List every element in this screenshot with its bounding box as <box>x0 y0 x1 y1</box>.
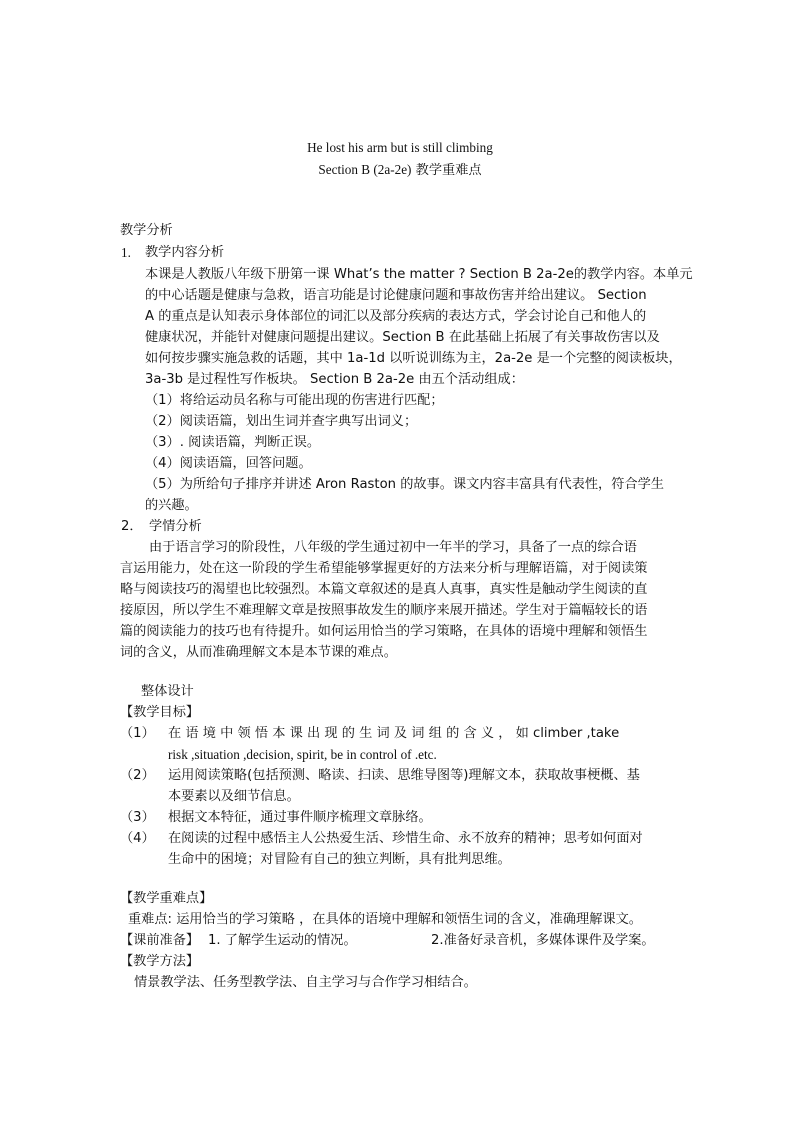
content-line: 如何按步骤实施急救的话题，其中 1a-1d 以听说训练为主，2a-2e 是一个完整的阅读板块， <box>145 351 682 366</box>
analysis-heading: 教学分析 <box>120 223 173 238</box>
goal-text: 根据文本特征，通过事件顺序梳理文章脉络。 <box>168 810 432 825</box>
preparation-item-2: 2.准备好录音机，多媒体课件及学案。 <box>431 933 655 948</box>
goal-text: 在 语 境 中 领 悟 本 课 出 现 的 生 词 及 词 组 的 含 义 ， 如 climber ,take <box>168 726 620 741</box>
section-1-title: 教学内容分析 <box>145 245 225 260</box>
document-subtitle <box>0 159 794 181</box>
content-line: 健康状况，并能针对健康问题提出建议。Section B 在此基础上拓展了有关事故伤害以及 <box>145 330 660 345</box>
content-line: A 的重点是认知表示身体部位的词汇以及部分疾病的表达方式，学会讨论自己和他人的 <box>145 309 647 324</box>
section-1-number: 1. <box>121 245 131 260</box>
goal-text: 在阅读的过程中感悟主人公热爱生活、珍惜生命、永不放弃的精神；思考如何面对 <box>168 831 643 846</box>
learner-line: 篇的阅读能力的技巧也有待提升。如何运用恰当的学习策略，在具体的语境中理解和领悟生 <box>120 624 648 639</box>
goal-text: risk ,situation ,decision, spirit, be in control of .etc. <box>168 747 437 762</box>
learner-line: 由于语言学习的阶段性，八年级的学生通过初中一年半的学习，具备了一点的综合语 <box>149 540 637 555</box>
activity-continuation: 的兴趣。 <box>145 498 198 513</box>
preparation-label: 【课前准备】 <box>120 933 200 948</box>
activity-item: （1）将给运动员名称与可能出现的伤害进行匹配； <box>145 393 444 408</box>
learner-line: 词的含义，从而准确理解文本是本节课的难点。 <box>120 645 397 660</box>
activity-item: （4）阅读语篇，回答问题。 <box>145 456 312 471</box>
goals-label: 【教学目标】 <box>120 705 200 720</box>
content-line: 的中心话题是健康与急救，语言功能是讨论健康问题和事故伤害并给出建议。 Section <box>145 288 647 303</box>
section-2-number: 2． <box>121 519 143 534</box>
section-2-title: 学情分析 <box>149 519 202 534</box>
activity-item: （3）. 阅读语篇，判断正误。 <box>145 435 321 450</box>
goal-text: 本要素以及细节信息。 <box>168 789 300 804</box>
goal-number: （2） <box>120 768 155 783</box>
learner-line: 接原因，所以学生不难理解文章是按照事故发生的顺序来展开描述。学生对于篇幅较长的语 <box>120 603 648 618</box>
activity-item: （5）为所给句子排序并讲述 Aron Raston 的故事。课文内容丰富具有代表性，符合学生 <box>145 477 664 492</box>
subtitle-label: 教学重难点 <box>411 163 482 178</box>
activity-item: （2）阅读语篇，划出生词并查字典写出词义； <box>145 414 418 429</box>
key-points-text: 重难点: 运用恰当的学习策略 ，在具体的语境中理解和领悟生词的含义，准确理解课文。 <box>128 912 642 927</box>
goal-number: （4） <box>120 831 155 846</box>
methods-label: 【教学方法】 <box>120 954 200 969</box>
goal-number: （3） <box>120 810 155 825</box>
document-title: He lost his arm but is still climbing <box>307 140 493 155</box>
goal-text: 运用阅读策略(包括预测、略读、扫读、思维导图等)理解文本，获取故事梗概、基 <box>168 768 640 783</box>
learner-line: 言运用能力，处在这一阶段的学生希望能够掌握更好的方法来分析与理解语篇，对于阅读策 <box>120 561 648 576</box>
goal-number: （1） <box>120 726 155 741</box>
learner-line: 略与阅读技巧的渴望也比较强烈。本篇文章叙述的是真人真事，真实性是触动学生阅读的直 <box>120 582 648 597</box>
design-heading: 整体设计 <box>141 684 194 699</box>
content-line: 本课是人教版八年级下册第一课 What’s the matter ? Section B 2a-2e的教学内容。本单元 <box>145 267 693 282</box>
content-line: 3a-3b 是过程性写作板块。 Section B 2a-2e 由五个活动组成： <box>145 372 524 387</box>
methods-text: 情景教学法、任务型教学法、自主学习与合作学习相结合。 <box>134 975 477 990</box>
goal-text: 生命中的困境；对冒险有自己的独立判断，具有批判思维。 <box>168 852 511 867</box>
preparation-item-1: 1. 了解学生运动的情况。 <box>208 933 357 948</box>
subtitle-section: Section B (2a-2e) <box>318 162 412 177</box>
key-points-label: 【教学重难点】 <box>120 891 213 906</box>
